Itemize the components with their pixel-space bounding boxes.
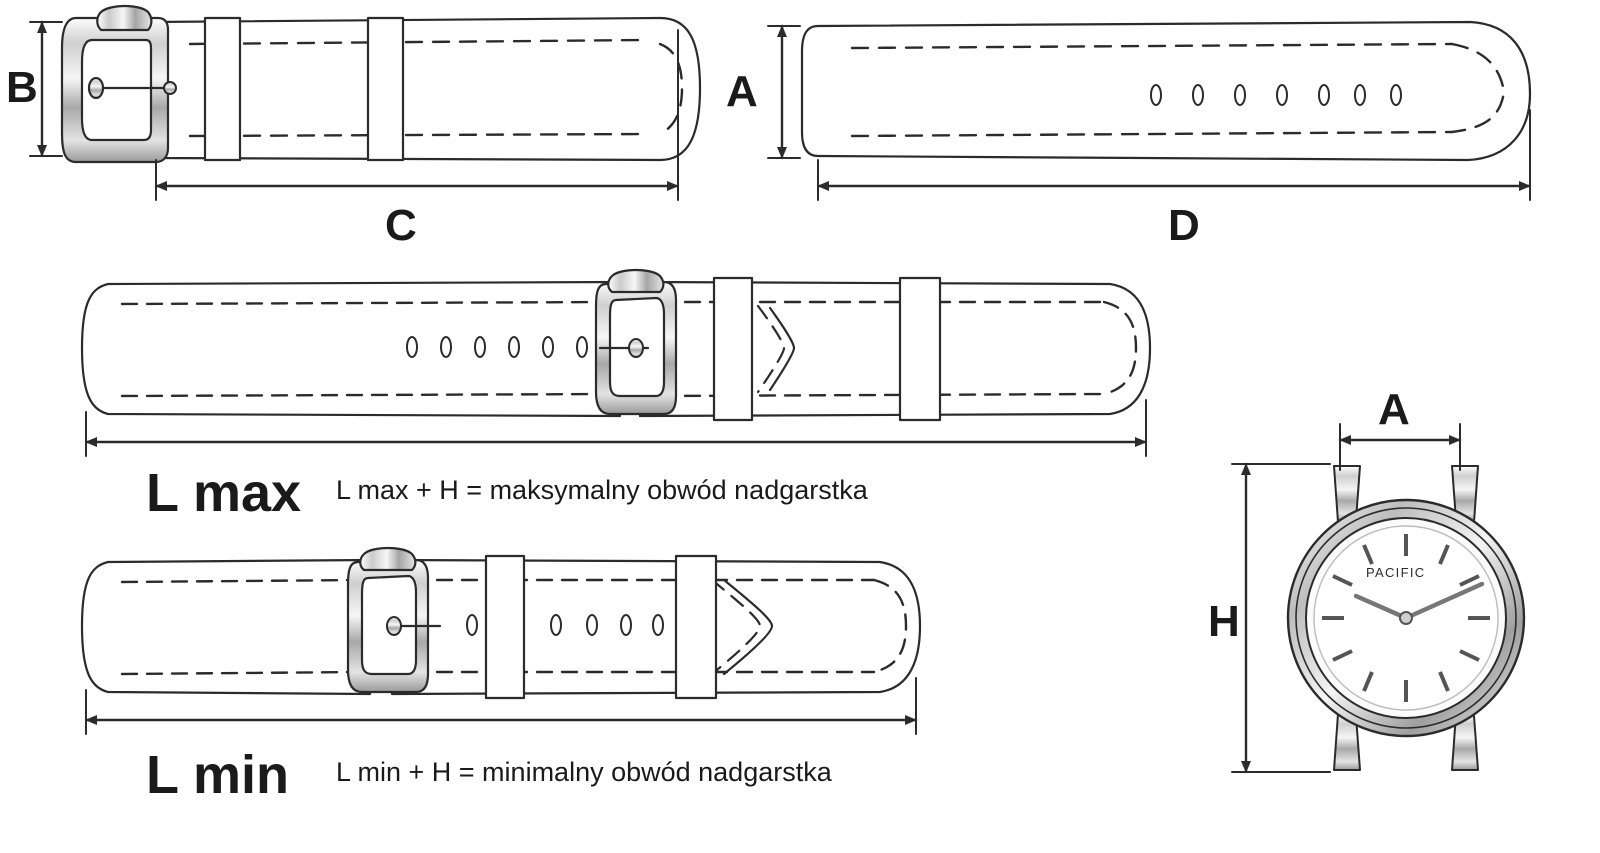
- strap-buckle-side-top-left: [110, 18, 700, 160]
- equation-lmax: L max + H = maksymalny obwód nadgarstka: [336, 475, 868, 505]
- label-lmin: L min: [146, 745, 290, 805]
- buckle-lmin: [348, 548, 440, 692]
- label-b: B: [6, 63, 39, 112]
- label-c: C: [385, 201, 418, 250]
- buckle-lmax: [596, 270, 676, 414]
- equation-lmin: L min + H = minimalny obwód nadgarstka: [336, 757, 832, 787]
- label-d: D: [1168, 201, 1201, 250]
- watch-brand-label: PACIFIC: [1366, 565, 1426, 580]
- label-lmax: L max: [146, 463, 302, 523]
- dimension-a-top: [768, 26, 800, 158]
- strap-lmin: [82, 556, 920, 698]
- label-a-top: A: [726, 67, 759, 116]
- strap-holes-side-top-right: [802, 22, 1530, 160]
- label-a-watch: A: [1378, 385, 1411, 434]
- label-h: H: [1208, 597, 1241, 646]
- buckle-top-left: [62, 6, 176, 162]
- watch-illustration: [1288, 466, 1524, 770]
